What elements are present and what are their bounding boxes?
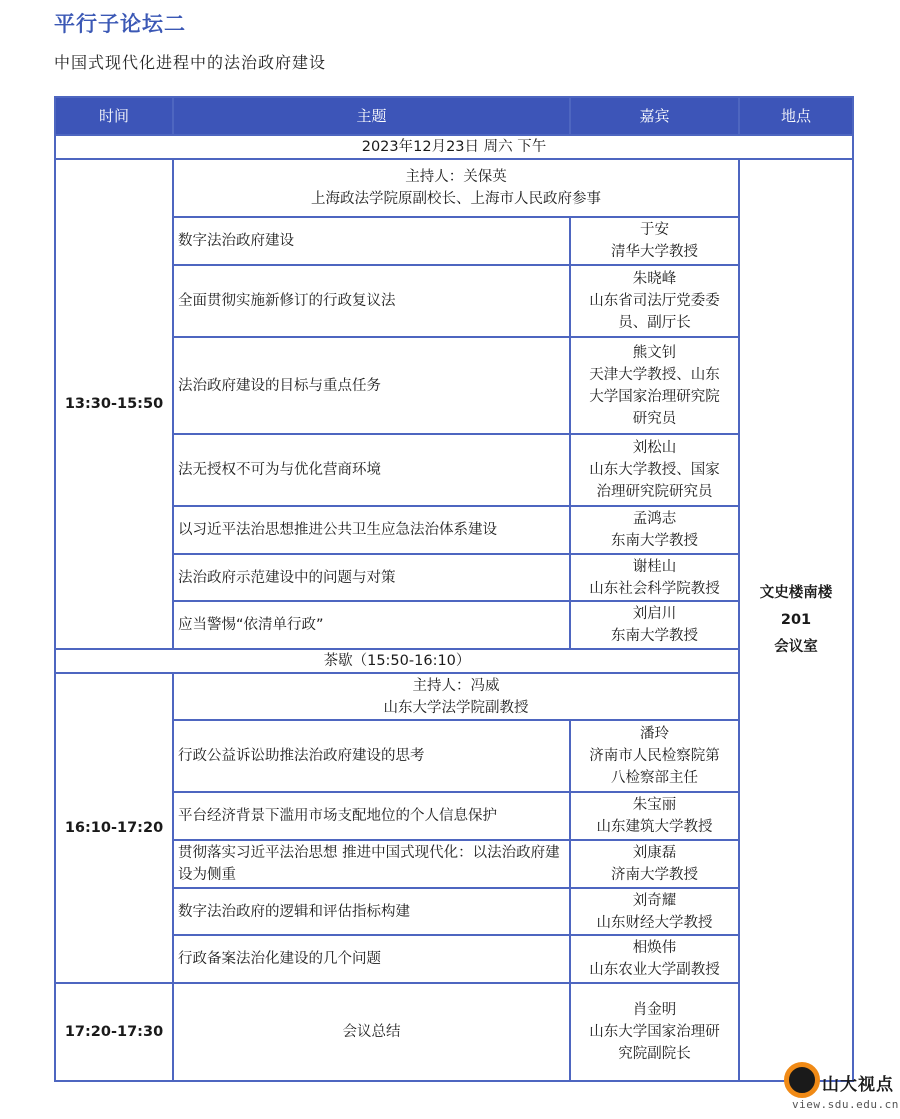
topic-cell: 数字法治政府建设 bbox=[173, 217, 570, 265]
location-cell bbox=[739, 159, 853, 1081]
guest-affiliation: 清华大学教授 bbox=[611, 244, 698, 260]
guest-affiliation: 八检察部主任 bbox=[611, 770, 698, 786]
table-row bbox=[55, 434, 853, 506]
guest-name: 朱宝丽 bbox=[632, 797, 677, 813]
guest-affiliation: 济南大学教授 bbox=[611, 867, 698, 883]
topic-cell: 数字法治政府的逻辑和评估指标构建 bbox=[173, 888, 570, 935]
guest-affiliation: 天津大学教授、山东 bbox=[589, 366, 720, 383]
location-line: 201 bbox=[780, 611, 812, 628]
header-topic: 主题 bbox=[173, 97, 570, 135]
table-row bbox=[55, 217, 853, 265]
guest-affiliation: 大学国家治理研究院 bbox=[589, 388, 720, 405]
guest-name: 刘奇耀 bbox=[632, 892, 677, 909]
location-line: 文史楼南楼 bbox=[759, 584, 833, 601]
guest-affiliation: 山东农业大学副教授 bbox=[589, 962, 720, 978]
guest-cell bbox=[570, 935, 739, 983]
guest-name: 肖金明 bbox=[632, 1002, 677, 1018]
header-time: 时间 bbox=[55, 97, 173, 135]
table-row bbox=[55, 935, 853, 983]
guest-affiliation: 研究员 bbox=[632, 410, 677, 427]
table-row bbox=[55, 888, 853, 935]
guest-cell bbox=[570, 888, 739, 935]
watermark-url: view.sdu.edu.cn bbox=[792, 1098, 899, 1111]
date-row bbox=[55, 135, 853, 159]
guest-affiliation: 山东大学教授、国家 bbox=[589, 462, 720, 478]
guest-cell bbox=[570, 983, 739, 1081]
date-cell: 2023年12月23日 周六 下午 bbox=[55, 135, 853, 159]
guest-affiliation: 东南大学教授 bbox=[611, 628, 698, 644]
guest-affiliation: 究院副院长 bbox=[618, 1046, 691, 1062]
topic-cell: 法治政府建设的目标与重点任务 bbox=[173, 337, 570, 434]
host-name: 主持人：关保英 bbox=[405, 169, 507, 185]
guest-name: 孟鸿志 bbox=[632, 511, 677, 527]
topic-cell: 会议总结 bbox=[173, 983, 570, 1081]
guest-cell bbox=[570, 217, 739, 265]
guest-affiliation: 山东社会科学院教授 bbox=[589, 580, 720, 597]
guest-name: 朱晓峰 bbox=[632, 271, 677, 287]
guest-name: 谢桂山 bbox=[632, 558, 677, 575]
topic-cell: 平台经济背景下滥用市场支配地位的个人信息保护 bbox=[173, 792, 570, 840]
topic-cell: 行政公益诉讼助推法治政府建设的思考 bbox=[173, 720, 570, 792]
guest-cell bbox=[570, 840, 739, 888]
guest-cell bbox=[570, 601, 739, 649]
break-row bbox=[55, 649, 853, 673]
guest-name: 于安 bbox=[640, 222, 669, 238]
eye-icon bbox=[784, 1062, 820, 1098]
guest-name: 熊文钊 bbox=[632, 344, 677, 361]
header-guest: 嘉宾 bbox=[570, 97, 739, 135]
topic-cell: 法无授权不可为与优化营商环境 bbox=[173, 434, 570, 506]
guest-cell bbox=[570, 720, 739, 792]
table-row bbox=[55, 792, 853, 840]
topic-cell: 行政备案法治化建设的几个问题 bbox=[173, 935, 570, 983]
table-row bbox=[55, 265, 853, 337]
topic-cell: 应当警惕“依清单行政” bbox=[173, 601, 570, 649]
header-row bbox=[55, 97, 853, 135]
table-row bbox=[55, 554, 853, 601]
topic-cell: 法治政府示范建设中的问题与对策 bbox=[173, 554, 570, 601]
break-cell: 茶歇（15:50-16:10） bbox=[55, 649, 739, 673]
table-row bbox=[55, 337, 853, 434]
guest-name: 刘松山 bbox=[632, 440, 677, 456]
guest-affiliation: 济南市人民检察院第 bbox=[589, 748, 720, 764]
guest-affiliation: 东南大学教授 bbox=[611, 533, 698, 549]
topic-cell: 贯彻落实习近平法治思想 推进中国式现代化：以法治政府建设为侧重 bbox=[173, 840, 570, 888]
table-row bbox=[55, 720, 853, 792]
host-title: 上海政法学院原副校长、上海市人民政府参事 bbox=[311, 191, 601, 207]
guest-affiliation: 山东大学国家治理研 bbox=[589, 1024, 720, 1040]
host-name: 主持人：冯威 bbox=[412, 677, 500, 694]
guest-affiliation: 治理研究院研究员 bbox=[596, 484, 713, 500]
guest-cell bbox=[570, 792, 739, 840]
watermark-name: 山大视点 bbox=[822, 1075, 894, 1095]
guest-affiliation: 员、副厅长 bbox=[618, 315, 691, 331]
guest-affiliation: 山东省司法厅党委委 bbox=[589, 293, 720, 309]
guest-cell bbox=[570, 434, 739, 506]
session2-time: 16:10-17:20 bbox=[55, 673, 173, 983]
session1-time: 13:30-15:50 bbox=[55, 159, 173, 649]
table-row bbox=[55, 983, 853, 1081]
guest-cell bbox=[570, 265, 739, 337]
guest-name: 潘玲 bbox=[640, 726, 669, 742]
topic-cell: 全面贯彻实施新修订的行政复议法 bbox=[173, 265, 570, 337]
guest-cell bbox=[570, 337, 739, 434]
forum-title: 平行子论坛二 bbox=[54, 12, 186, 36]
table-row bbox=[55, 506, 853, 554]
table-row bbox=[55, 601, 853, 649]
session1-host bbox=[173, 159, 739, 217]
forum-subtitle: 中国式现代化进程中的法治政府建设 bbox=[54, 53, 327, 72]
table-row bbox=[55, 673, 853, 720]
guest-cell bbox=[570, 554, 739, 601]
guest-name: 刘康磊 bbox=[632, 845, 677, 861]
session2-host bbox=[173, 673, 739, 720]
guest-name: 相焕伟 bbox=[632, 940, 677, 956]
watermark-logo bbox=[778, 1054, 898, 1116]
guest-name: 刘启川 bbox=[632, 606, 677, 622]
schedule-table bbox=[54, 96, 854, 1082]
session3-time: 17:20-17:30 bbox=[55, 983, 173, 1081]
table-row bbox=[55, 159, 853, 217]
guest-affiliation: 山东建筑大学教授 bbox=[596, 819, 713, 835]
location-line: 会议室 bbox=[774, 638, 818, 655]
table-row bbox=[55, 840, 853, 888]
topic-cell: 以习近平法治思想推进公共卫生应急法治体系建设 bbox=[173, 506, 570, 554]
guest-cell bbox=[570, 506, 739, 554]
host-title: 山东大学法学院副教授 bbox=[383, 699, 529, 716]
guest-affiliation: 山东财经大学教授 bbox=[596, 914, 713, 931]
header-location: 地点 bbox=[739, 97, 853, 135]
